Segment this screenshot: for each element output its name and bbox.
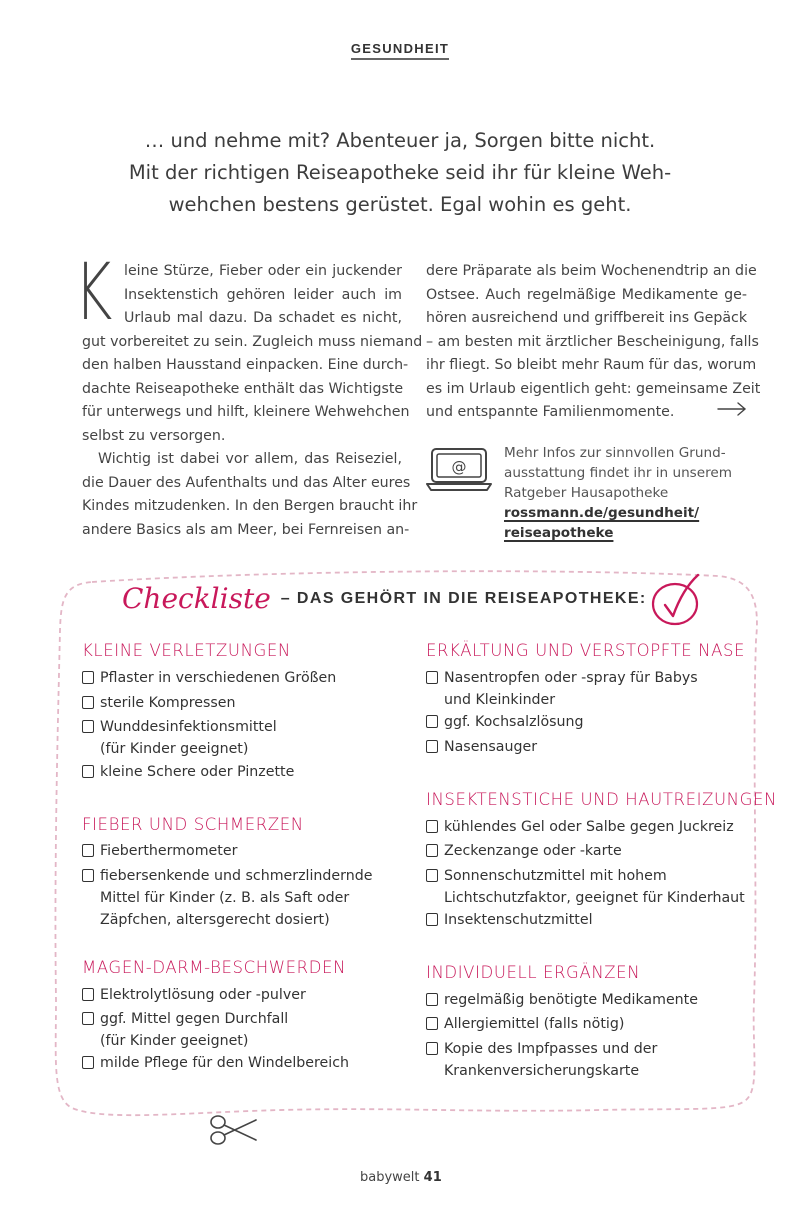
checklist-item-text: ggf. Mittel gegen Durchfall: [100, 1011, 289, 1027]
checklist-item[interactable]: [426, 736, 537, 758]
checkbox[interactable]: [426, 869, 438, 882]
article-line: Urlaub mal dazu. Da schadet es nicht,: [124, 310, 402, 326]
checklist-item-text: Allergiemittel (falls nötig): [444, 1016, 625, 1032]
section-label: [0, 38, 800, 57]
checklist-item-text: ggf. Kochsalzlösung: [444, 714, 584, 730]
checklist-item-text: (für Kinder geeignet): [100, 741, 249, 757]
checklist-item-text: Kopie des Impfpasses und der: [444, 1041, 658, 1057]
article-line: Ostsee. Auch regelmäßige Medikamente ge-: [426, 286, 747, 303]
checklist-item-text: (für Kinder geeignet): [100, 1033, 249, 1049]
checklist-item-text: kleine Schere oder Pinzette: [100, 764, 295, 780]
info-link[interactable]: reiseapotheke: [504, 525, 614, 541]
article-line: Kindes mitzudenken. In den Bergen braucht ihr: [82, 498, 418, 514]
checkbox[interactable]: [82, 720, 94, 733]
checklist-item-text: regelmäßig benötigte Medikamente: [444, 992, 698, 1008]
article-line: andere Basics als am Meer, bei Fernreisen an-: [82, 521, 410, 538]
magazine-name: babywelt: [360, 1170, 420, 1185]
lead-line: … und nehme mit? Abenteuer ja, Sorgen bitte nicht.: [144, 129, 656, 152]
article-line: leine Stürze, Fieber oder ein juckender: [124, 263, 402, 279]
section-label-text: GESUNDHEIT: [351, 41, 449, 60]
article-line: selbst zu versorgen.: [82, 427, 226, 444]
article-right-column: [426, 260, 761, 425]
article-line: Insektenstich gehören leider auch im: [124, 286, 402, 303]
article-line: es im Urlaub eigentlich geht: gemeinsame Zeit: [426, 380, 761, 397]
checklist-item-text: sterile Kompressen: [100, 695, 236, 711]
article-line: dachte Reiseapotheke enthält das Wichtigste: [82, 380, 404, 397]
checklist-item-text: und Kleinkinder: [444, 692, 556, 708]
category-title: KLEINE VERLETZUNGEN: [82, 641, 291, 660]
article-line: Wichtig ist dabei vor allem, das Reiseziel,: [98, 451, 402, 467]
checkbox[interactable]: [82, 696, 94, 709]
checklist-item-text: Krankenversicherungskarte: [444, 1063, 640, 1079]
checklist-item-text: Mittel für Kinder (z. B. als Saft oder: [100, 890, 350, 906]
checklist-item[interactable]: [426, 816, 734, 838]
article-line: gut vorbereitet zu sein. Zugleich muss niemand: [82, 333, 423, 350]
article-left-column: [82, 331, 423, 543]
checklist-item[interactable]: [82, 1008, 288, 1052]
checklist-item[interactable]: [82, 984, 306, 1006]
article-line: und entspannte Familienmomente.: [426, 404, 675, 420]
checklist-item-text: Elektrolytlösung oder -pulver: [100, 987, 306, 1003]
drop-cap: K: [74, 248, 113, 338]
checklist-item-text: Wunddesinfektionsmittel: [100, 719, 277, 735]
page-footer: [360, 1170, 442, 1185]
checkbox[interactable]: [426, 820, 438, 833]
checklist-item[interactable]: [82, 667, 336, 689]
article-line: die Dauer des Aufenthalts und das Alter eures: [82, 474, 411, 491]
scissors-icon: [208, 1112, 260, 1148]
check-circle-icon: [648, 572, 706, 630]
checklist-title: [122, 582, 647, 615]
checkbox[interactable]: [82, 869, 94, 882]
checkbox[interactable]: [426, 715, 438, 728]
info-link[interactable]: rossmann.de/gesundheit/: [504, 505, 700, 521]
checklist-item[interactable]: [426, 909, 593, 931]
category-title: FIEBER UND SCHMERZEN: [82, 815, 304, 834]
article-left-indented: [124, 260, 402, 331]
checklist-item-text: Zeckenzange oder -karte: [444, 843, 622, 859]
article-line: – am besten mit ärztlicher Bescheinigung, falls: [426, 333, 759, 350]
checkbox[interactable]: [82, 671, 94, 684]
category-title: MAGEN-DARM-BESCHWERDEN: [82, 958, 347, 977]
page-number: 41: [423, 1170, 442, 1185]
category-title: INDIVIDUELL ERGÄNZEN: [426, 963, 641, 982]
checklist-title-script: Checkliste: [122, 582, 271, 615]
laptop-at-icon: [426, 446, 492, 494]
info-line: ausstattung findet ihr in unserem: [504, 465, 733, 481]
checkbox[interactable]: [82, 844, 94, 857]
checklist-item-text: Lichtschutzfaktor, geeignet für Kinderhaut: [444, 890, 745, 906]
checkbox[interactable]: [426, 671, 438, 684]
checkbox[interactable]: [82, 1012, 94, 1025]
checklist-item[interactable]: [426, 667, 698, 711]
article-line: ihr fliegt. So bleibt mehr Raum für das, worum: [426, 357, 757, 373]
article-line: für unterwegs und hilft, kleinere Wehwehchen: [82, 404, 410, 420]
checklist-item-text: kühlendes Gel oder Salbe gegen Juckreiz: [444, 819, 734, 835]
checkbox[interactable]: [82, 765, 94, 778]
checkbox[interactable]: [426, 740, 438, 753]
checkbox[interactable]: [426, 844, 438, 857]
checklist-item-text: Zäpfchen, altersgerecht dosiert): [100, 912, 330, 928]
checkbox[interactable]: [82, 988, 94, 1001]
article-line: den halben Hausstand einpacken. Eine durch-: [82, 357, 409, 373]
checklist-item[interactable]: [426, 1038, 657, 1082]
lead-line: wehchen bestens gerüstet. Egal wohin es geht.: [168, 193, 632, 216]
checkbox[interactable]: [426, 993, 438, 1006]
checklist-item[interactable]: [82, 1052, 349, 1074]
info-box: [504, 443, 744, 543]
checklist-item[interactable]: [82, 716, 277, 760]
checklist-item[interactable]: [426, 1013, 624, 1035]
checklist-item-text: Nasensauger: [444, 739, 538, 755]
lead-line: Mit der richtigen Reiseapotheke seid ihr für kleine Weh-: [128, 161, 672, 184]
checkbox[interactable]: [82, 1056, 94, 1069]
checklist-item-text: fiebersenkende und schmerzlindernde: [100, 868, 373, 884]
checklist-item-text: Pflaster in verschiedenen Größen: [100, 670, 337, 686]
checklist-item[interactable]: [82, 840, 237, 862]
checklist-item-text: Sonnenschutzmittel mit hohem: [444, 868, 667, 884]
info-line: Ratgeber Hausapotheke: [504, 485, 669, 501]
checklist-item[interactable]: [426, 865, 745, 909]
article-line: dere Präparate als beim Wochenendtrip an die: [426, 263, 757, 279]
checklist-title-rest: – DAS GEHÖRT IN DIE REISEAPOTHEKE:: [280, 589, 647, 607]
checkbox[interactable]: [426, 913, 438, 926]
article-line: hören ausreichend und griffbereit ins Gepäck: [426, 310, 748, 326]
checklist-item[interactable]: [426, 711, 584, 733]
checklist-item[interactable]: [426, 989, 698, 1011]
checklist-item[interactable]: [82, 692, 236, 714]
checklist-item-text: milde Pflege für den Windelbereich: [100, 1055, 350, 1071]
svg-text:@: @: [451, 458, 467, 476]
info-line: Mehr Infos zur sinnvollen Grund-: [504, 445, 726, 461]
lead-paragraph: [100, 125, 700, 221]
checklist-item[interactable]: [82, 865, 372, 931]
arrow-right-icon: [716, 401, 748, 417]
category-title: INSEKTENSTICHE UND HAUTREIZUNGEN: [426, 790, 777, 809]
checklist-item-text: Nasentropfen oder -spray für Babys: [444, 670, 698, 686]
category-title: ERKÄLTUNG UND VERSTOPFTE NASE: [426, 641, 746, 660]
checkbox[interactable]: [426, 1017, 438, 1030]
checklist-item-text: Fieberthermometer: [100, 843, 238, 859]
checklist-item[interactable]: [82, 761, 294, 783]
checklist-item[interactable]: [426, 840, 622, 862]
checkbox[interactable]: [426, 1042, 438, 1055]
checklist-item-text: Insektenschutzmittel: [444, 912, 593, 928]
